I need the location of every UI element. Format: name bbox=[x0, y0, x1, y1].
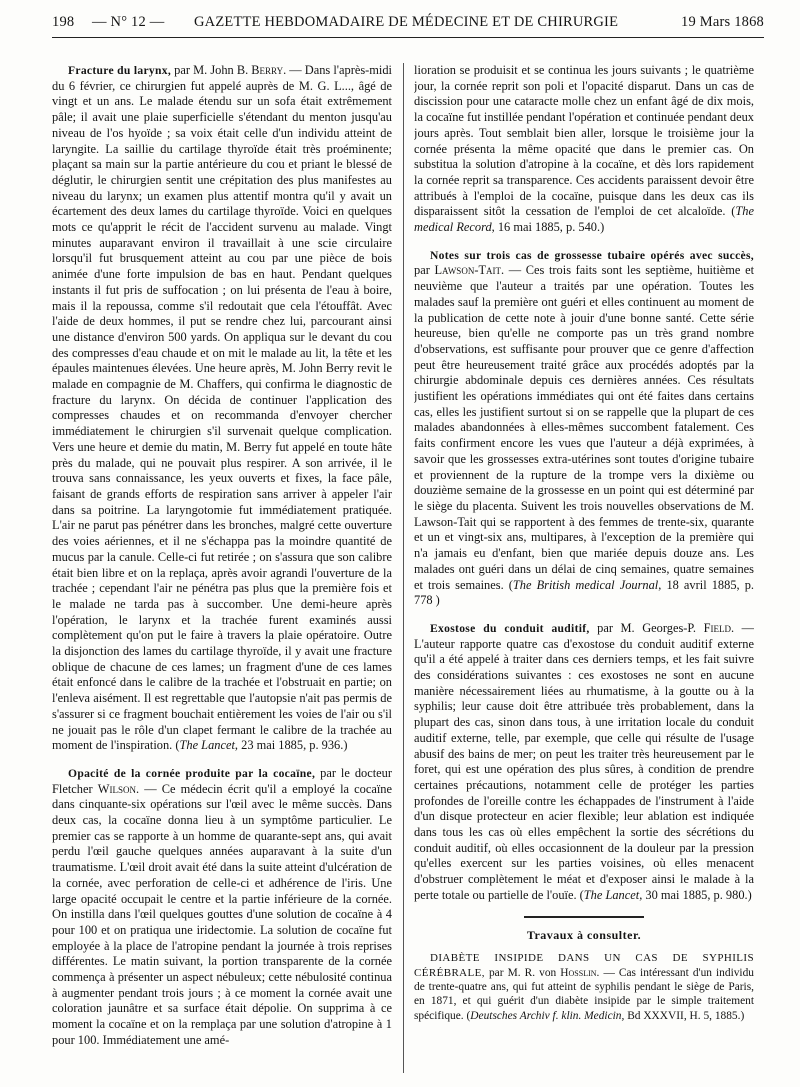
citation-detail: , 30 mai 1885, p. 980.) bbox=[639, 887, 752, 902]
author-prefix: par M. R. von bbox=[484, 966, 561, 979]
article-paragraph bbox=[414, 63, 754, 236]
header-rule bbox=[52, 37, 764, 38]
citation-journal: The medical Record bbox=[414, 204, 754, 235]
article-opacite-cornee-continued bbox=[414, 63, 754, 236]
reference-body: . — Cas intéressant d'un individu de trente-quatre ans, qui fut atteint de syphilis pendant le siège de Paris, en 1871, et qui guérit d'un diabète insipide par le simple traitement spécifique. ( bbox=[414, 966, 754, 1022]
running-header bbox=[52, 14, 764, 36]
citation-detail: Bd XXXVII, H. 5, 1885.) bbox=[624, 1009, 745, 1022]
author-prefix: par M. John B. bbox=[171, 63, 252, 77]
left-column bbox=[52, 63, 392, 1078]
column-divider bbox=[403, 63, 404, 1073]
article-paragraph bbox=[414, 248, 754, 609]
article-fracture-larynx bbox=[52, 63, 392, 754]
author-prefix: par bbox=[414, 263, 435, 278]
citation-journal: The British medical Journal bbox=[512, 577, 659, 592]
section-rule bbox=[524, 916, 644, 918]
article-opacite-cornee bbox=[52, 766, 392, 1049]
article-grossesse-tubaire bbox=[414, 248, 754, 609]
article-author: Wilson bbox=[97, 781, 136, 796]
citation-journal: Deutsches Archiv f. klin. Medicin, bbox=[470, 1009, 625, 1022]
article-paragraph bbox=[414, 621, 754, 904]
section-title: Travaux à consulter. bbox=[526, 927, 642, 942]
article-body: . — Dans l'après-midi du 6 février, ce chirurgien fut appelé auprès de M. G. L..., âgé de vingt et un ans. Le malade étendu sur un sofa était extrêmement pâle; il avait une plaie superficielle s'étendant du menton jusqu'au niveau de l'os hyoïde ; sa voix était celle d'un individu atteint de laryngite. La saillie du cartilage thyroïde était très proéminente; plaçant sa main sur la partie antérieure du cou et priant le blessé de déglutir, le chirurgien sentit une crépitation des plus manifestes au niveau du larynx; un examen plus attentif montra qu'il y avait un écartement des deux lames du cartilage thyroïde. Voici en quelques mots ce qu'apprit le récit de l'accident survenu au malade. Vingt minutes auparavant environ il travaillait à une scie circulaire lorsqu'il fut brusquement atteint au cou par une pièce de bois animée d'une forte impulsion de bas en haut. Pendant quelques instants il fut pris de suffocation ; on lui présenta de l'eau à boire, mais il la repoussa, comme s'il redoutait que cela l'étouffât. Avec l'aide de deux hommes, il put se rendre chez lui, parcourant ainsi une distance d'environ 500 yards. On appliqua sur le devant du cou des compresses d'eau chaude et on mit le malade au lit, la tête et les épaules maintenues élevées. Une heure après, M. John Berry revit le malade en compagnie de M. Chaffers, qui confirma le diagnostic de fracture du larynx. On décida de continuer l'application des compresses chaudes et on recommanda d'envoyer chercher immédiatement le chirurgien s'il survenait quelque complication. Vers une heure et demie du matin, M. Berry fut appelé en toute hâte près du malade, qui ne pouvait plus respirer. A son arrivée, il le trouva sans connaissance, les yeux ouverts et fixes, la face pâle, faisant de grands efforts de respiration sans arriver à appeler l'air dans sa poitrine. La laryngotomie fut immédiatement pratiquée. L'air ne parut pas pénétrer dans les bronches, malgré cette ouverture des voies aériennes, et il ne s'échappa pas la moindre quantité de mucus par la canule. Celle-ci fut retirée ; on s'assura que son calibre était bien libre et on la replaça, après avoir agrandi l'ouverture de la trachée ; cependant l'air ne pénétra pas plus que la première fois et le malade ne tarda pas à succomber. Une demi-heure après l'opération, le larynx et la trachée furent examinés aussi complètement qu'on put le faire à travers la plaie opératoire. Outre la disjonction des lames du cartilage thyroïde, il y avait une fracture oblique de chacune de ces lames; un fragment d'une de ces lames était enfoncé dans le calibre de la trachée et l'obstruait en partie; on l'enleva aisément. Il est regrettable que l'autopsie n'ait pas permis de s'assurer si ce fragment bouchait entièrement les voies de l'air ou s'il ne jouait pas le rôle d'un clapet fermant le calibre de la trachée au moment de l'inspiration. ( bbox=[52, 63, 392, 753]
citation-detail: , 16 mai 1885, p. 540.) bbox=[491, 220, 605, 235]
article-paragraph bbox=[52, 766, 392, 1049]
citation-journal: The Lancet bbox=[179, 738, 235, 753]
article-author: Field bbox=[703, 620, 731, 635]
citation-journal: The Lancet bbox=[583, 887, 640, 902]
article-title: Fracture du larynx, bbox=[68, 64, 172, 77]
citation-detail: , 23 mai 1885, p. 936.) bbox=[234, 738, 348, 753]
issue-number: — N° 12 — bbox=[92, 14, 165, 30]
right-column bbox=[414, 63, 754, 1078]
page-number: 198 bbox=[52, 14, 75, 30]
article-title: Opacité de la cornée produite par la cocaïne, bbox=[68, 766, 316, 780]
reference-entry bbox=[414, 951, 754, 1023]
author-prefix: par le docteur Fletcher bbox=[52, 765, 392, 796]
article-author: Lawson-Tait bbox=[434, 263, 502, 278]
article-author: Berry bbox=[251, 63, 284, 77]
article-title: Exostose du conduit auditif, bbox=[430, 621, 590, 635]
article-body: lioration se produisit et se continua les jours suivants ; le quatrième jour, la cornée reprit son poli et l'opacité disparut. Dans un cas de discission pour une cataracte molle chez un enfant âgé de dix mois, la cocaïne fut instillée pendant l'opération et continuée pendant deux jours après. Tout semblait bien aller, lorsque le troisième jour la cornée présenta la même opacité que dans le premier cas. On substitua la solution d'atropine à la cocaïne, et dès lors rapidement la cornée reprit sa transparence. Ces accidents paraissent devoir être attribués à l'emploi de la cocaïne, puisque dans les deux cas ils disparaissent sitôt la cessation de l'emploi de cet alcaloïde. ( bbox=[414, 63, 754, 219]
reference-title: DIABÈTE INSIPIDE DANS UN CAS DE SYPHILIS CÉRÉBRALE, bbox=[414, 952, 754, 979]
article-body: . — Ces trois faits sont les septième, huitième et neuvième que l'auteur a traités par une opération. Toutes les malades sauf la première ont guéri et elles continuent au moment de la publication de cette note à jouir d'une bonne santé. Cette série heureuse, bien qu'elle ne comporte pas un très grand nombre d'observations, est suffisante pour prouver que ce genre d'affection peut être heureusement traité grâce aux procédés adoptés par la chirurgie abdominale depuis ces dernières années. Ces résultats justifient les opérations immédiates qui ont été faites dans certains cas, elles les justifient surtout si on se rappelle que la plupart de ces malades abandonnées à elles-mêmes succombent fatalement. Ces faits confirment encore les vues que l'auteur a déjà exprimées, à savoir que les grossesses extra-utérines sont toutes d'origine tubaire et proviennent de la rupture de la trompe vers la dixième ou douzième semaine de la grossesse en un point qui est déterminé par le siège du placenta. Suivent les trois nouvelles observations de M. Lawson-Tait qui se rapportent à des femmes de trente-six, quarante et un et vingt-six ans, multipares, à l'exception de la première qui n'a jamais eu d'enfant, bien que mariée depuis douze ans. Les malades ont guéri dans un délai de cinq semaines, quatre semaines et trois semaines. ( bbox=[414, 263, 754, 592]
reference-paragraph bbox=[414, 951, 754, 1023]
citation-detail: , 18 avril 1885, p. 778 ) bbox=[414, 577, 754, 608]
issue-date: 19 Mars 1868 bbox=[681, 14, 764, 30]
journal-title: GAZETTE HEBDOMADAIRE DE MÉDECINE ET DE CHIRURGIE bbox=[194, 14, 619, 30]
article-body: . — L'auteur rapporte quatre cas d'exostose du conduit auditif externe qu'il a été appelé à traiter dans ces derniers temps, et les fait suivre des considérations suivantes : ces exostoses ne sont en aucune manière nécessairement liées au rhumatisme, à la goutte ou à la syphilis; leur cause doit être attribuée très probablement, dans la plupart des cas, sinon dans tous, à une irritation locale du conduit auditif externe, telle, par exemple, que celle qui résulte de l'usage abusif des bains de mer; on peut les traiter très heureusement par le foret, qui est une opération des plus sûres, à condition de prendre certaines précautions, notamment celle de protéger les parties profondes de l'oreille contre les échappades de l'instrument à l'aide d'un disque protecteur en acier flexible; leur ablation est indiquée dans tous les cas où elles empêchent la sortie des sécrétions du conduit auditif, où elles occasionnent de la douleur par la pression qu'elles exercent sur les parties voisines, où elles menacent d'obstruer complètement le méat et d'exposer ainsi le malade à la perte totale ou partielle de l'ouïe. ( bbox=[414, 620, 754, 902]
reference-author: Hosslin bbox=[560, 966, 597, 979]
article-exostose bbox=[414, 621, 754, 904]
article-body: . — Ce médecin écrit qu'il a employé la cocaïne dans cinquante-six opérations sur l'œil avec le même succès. Dans deux cas, la cocaïne donna lieu à un symptôme particulier. Le premier cas se rapporte à un homme de quarante-sept ans, qui avait perdu l'œil gauche quelques années auparavant à la suite d'un traumatisme. L'œil droit avait été dans la suite atteint d'ulcération de la cornée, avec perforation de celle-ci et adhérence de l'iris. Une large opacité occupait le centre et la partie inférieure de la cornée. On instilla dans l'œil quelques gouttes d'une solution de cocaïne à 4 pour 100 et on pratiqua une iridectomie. La solution de cocaïne fut employée à la place de l'atropine pendant la journée à trois reprises différentes. Le matin suivant, la portion transparente de la cornée commença à présenter un aspect nébuleux; cette nébulosité continua à augmenter pendant trois jours ; à ce moment la cornée avait une coloration jaunâtre et sa surface était dépolie. On supprima à ce moment la cocaïne et on la remplaça par une solution d'atropine à 1 pour 100. Immédiatement une amé- bbox=[52, 781, 392, 1047]
author-prefix: par M. Georges-P. bbox=[589, 620, 704, 635]
article-title: Notes sur trois cas de grossesse tubaire opérés avec succès, bbox=[430, 248, 754, 262]
article-paragraph bbox=[52, 63, 392, 754]
